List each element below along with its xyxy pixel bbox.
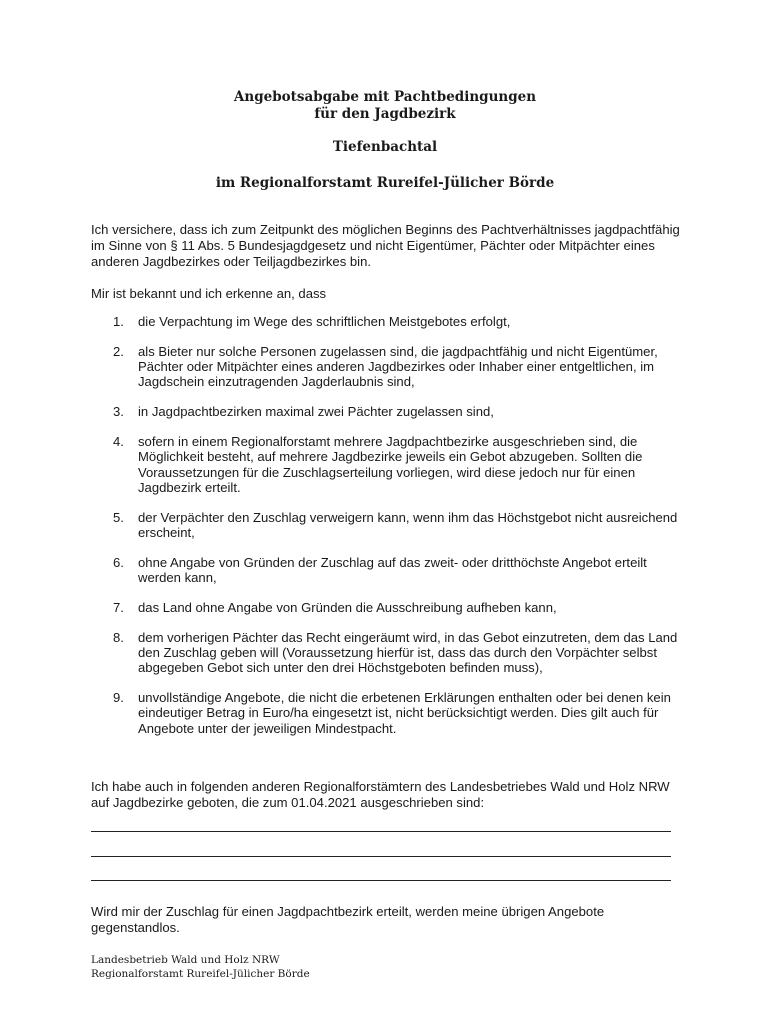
condition-text: die Verpachtung im Wege des schriftlichen Meistgebotes erfolgt, [138,314,511,329]
other-bids-entry-line-3[interactable] [91,880,671,881]
condition-item [91,630,681,676]
other-bids-entry-line-2[interactable] [91,856,671,857]
document-title: Angebotsabgabe mit Pachtbedingungen [233,89,537,105]
other-bids-entry-line-1[interactable] [91,831,671,832]
condition-number: 8. [113,629,124,645]
condition-number: 5. [113,509,124,525]
condition-text: das Land ohne Angabe von Gründen die Ausschreibung aufheben kann, [138,599,557,615]
condition-text: unvollständige Angebote, die nicht die erbetenen Erklärungen enthalten oder bei denen kein eindeutiger Betrag in Euro/ha eingesetzt ist, nicht berücksichtigt werden. Dies gilt auch für Angebote unter der jeweiligen Mindestpacht. [138,690,671,736]
condition-number: 9. [113,690,124,706]
condition-text: dem vorherigen Pächter das Recht eingeräumt wird, in das Gebot einzutreten, dem das Land den Zuschlag geben will (Voraussetzung hierfür ist, dass das durch den Vorpächter selbst abgegeben Gebot sich unter den drei Höchstgeboten befinden muss), [138,629,678,676]
condition-number: 2. [113,343,124,359]
condition-text: der Verpächter den Zuschlag verweigern kann, wenn ihm das Höchstgebot nicht ausreichend erscheint, [138,509,678,540]
condition-item [91,314,681,329]
condition-text: ohne Angabe von Gründen der Zuschlag auf das zweit- oder dritthöchste Angebot erteilt werden kann, [138,554,647,586]
condition-number: 6. [113,554,124,570]
footer-organization: Landesbetrieb Wald und Holz NRW [91,954,280,966]
final-note-paragraph: Wird mir der Zuschlag für einen Jagdpachtbezirk erteilt, werden meine übrigen Angebote gegenstandlos. [91,904,605,935]
acknowledgement-paragraph: Mir ist bekannt und ich erkenne an, dass [91,286,327,301]
condition-item [91,434,681,495]
document-subtitle: für den Jagdbezirk [314,106,456,122]
hunting-district-name: Tiefenbachtal [332,139,438,155]
forestry-office-name: im Regionalforstamt Rureifel-Jülicher Börde [215,175,555,191]
condition-number: 4. [113,433,124,449]
condition-item [91,404,681,419]
condition-text: in Jagdpachtbezirken maximal zwei Pächter zugelassen sind, [138,404,494,420]
condition-item [91,600,681,615]
condition-item [91,690,681,736]
condition-text: als Bieter nur solche Personen zugelassen sind, die jagdpachtfähig und nicht Eigentümer, Pächter oder Mitpächter eines anderen Jagdbezirkes oder Inhaber einer entgeltlichen, im Jagdschein einzutragenden Jagderlaubnis sind, [138,343,658,390]
condition-text: sofern in einem Regionalforstamt mehrere Jagdpachtbezirke ausgeschrieben sind, die Möglichkeit besteht, auf mehrere Jagdbezirke jeweils ein Gebot abzugeben. Sollten die Voraussetzungen für die Zuschlagserteilung vorliegen, wird diese jedoch nur für einen Jagdbezirk erteilt. [138,433,643,495]
condition-number: 7. [113,599,124,615]
condition-item [91,344,681,390]
footer-office: Regionalforstamt Rureifel-Jülicher Börde [91,968,310,980]
condition-number: 3. [113,404,124,420]
intro-paragraph: Ich versichere, dass ich zum Zeitpunkt des möglichen Beginns des Pachtverhältnisses jagdpachtfähig im Sinne von § 11 Abs. 5 Bundesjagdgesetz und nicht Eigentümer, Pächter oder Mitpächter eines anderen Jagdbezirkes oder Teiljagdbezirkes bin. [91,222,680,269]
other-bids-paragraph: Ich habe auch in folgenden anderen Regionalforstämtern des Landesbetriebes Wald und Holz NRW auf Jagdbezirke geboten, die zum 01.04.2021 ausgeschrieben sind: [91,779,670,810]
condition-item [91,510,681,541]
conditions-list [91,314,681,750]
condition-number: 1. [113,314,124,329]
condition-item [91,555,681,586]
